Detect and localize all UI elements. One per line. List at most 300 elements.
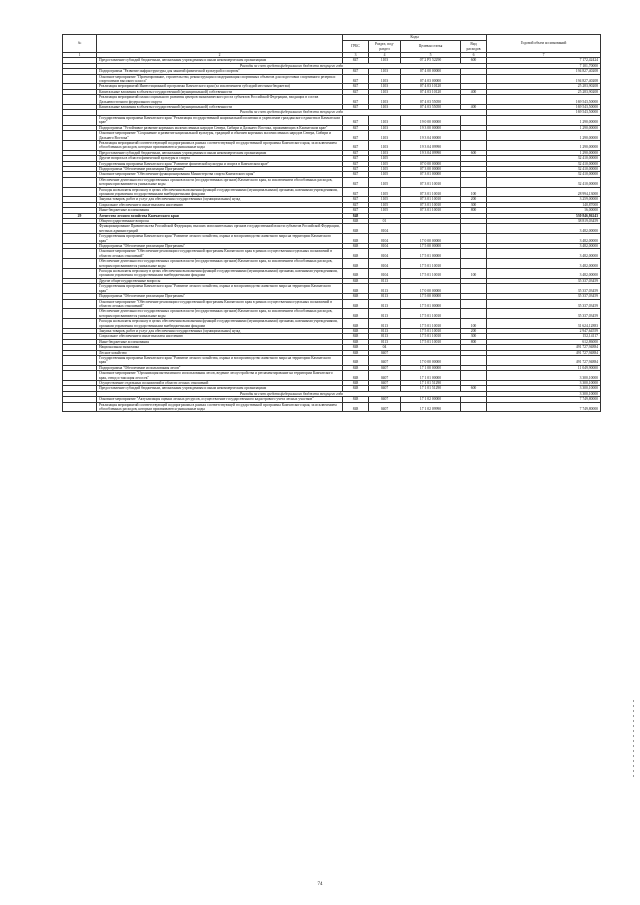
row-grbs-cell: 848	[343, 244, 369, 249]
header-annual: Годовой объем ассигнований	[487, 35, 601, 53]
row-section-cell: 0407	[369, 355, 401, 365]
row-type-cell	[461, 299, 487, 309]
row-target-cell: 07 4 03 55050	[401, 105, 461, 110]
header-index: 4	[369, 53, 401, 58]
table-row	[63, 187, 601, 197]
row-section-cell: 1105	[369, 177, 401, 187]
row-section-cell: 0104	[369, 269, 401, 279]
row-grbs-cell: 848	[343, 371, 369, 381]
row-sum-cell: 194 827,40208	[487, 69, 601, 74]
row-name-cell: Осуществление отдельных полномочий в области лесных отношений	[97, 381, 343, 386]
row-section-cell: 0407	[369, 365, 401, 370]
row-grbs-cell: 847	[343, 161, 369, 166]
row-number-cell: 29	[63, 213, 97, 218]
row-name-cell: Государственная программа Камчатского края "Развитие физической культуры и спорта в Камчатском крае"	[97, 161, 343, 166]
row-number-cell	[63, 284, 97, 294]
row-type-cell	[461, 74, 487, 84]
row-section-cell: 0407	[369, 397, 401, 402]
row-target-cell: 19 3 04 09990	[401, 140, 461, 150]
row-grbs-cell: 847	[343, 105, 369, 110]
row-type-cell: 800	[461, 208, 487, 213]
row-target-cell: 19 0 00 00000	[401, 115, 461, 125]
row-sum-cell: 28 994,13000	[487, 187, 601, 197]
row-name-cell: Расходы на выплаты персоналу в целях обеспечения выполнения функций государственными (муниципальными) органами, казенными учреждениями, органами управления государственными внебюджетными фондами	[97, 187, 343, 197]
table-row	[63, 140, 601, 150]
row-section-cell: 1103	[369, 115, 401, 125]
header-name	[97, 35, 343, 53]
row-number-cell	[63, 131, 97, 141]
row-target-cell: 19 3 04 00000	[401, 131, 461, 141]
row-type-cell	[461, 95, 487, 105]
row-grbs-cell: 848	[343, 345, 369, 350]
row-type-cell	[461, 224, 487, 234]
row-sum-cell: 3 300,10000	[487, 381, 601, 386]
row-name-cell: Обеспечение деятельности государственных органов власти (государственных органов) Камчатского края, за исключением обособленных расходов, которым присваиваются уникальные коды	[97, 309, 343, 319]
row-sum-cell: 169 543,50000	[487, 95, 601, 105]
row-target-cell: 17 5 01 10010	[401, 339, 461, 344]
row-number-cell	[63, 249, 97, 259]
row-name-cell: Подпрограмма "Развитие инфраструктуры для занятий физической культурой и спортом"	[97, 69, 343, 74]
row-name-cell: Обеспечение деятельности государственных органов власти (государственных органов) Камчатского края, за исключением обособленных расходов, которым присваиваются уникальные коды	[97, 259, 343, 269]
row-section-cell: 0113	[369, 339, 401, 344]
row-grbs-cell: 847	[343, 202, 369, 207]
row-sum-cell: 35 337,03459	[487, 278, 601, 283]
table-row	[63, 115, 601, 125]
row-section-cell: 0104	[369, 259, 401, 269]
header-index: 3	[343, 53, 369, 58]
row-sum-cell: 3 482,00000	[487, 234, 601, 244]
table-row	[63, 234, 601, 244]
row-sum-cell: 31 624,12883	[487, 319, 601, 329]
row-grbs-cell: 847	[343, 177, 369, 187]
row-target-cell: 07 4 03 55050	[401, 95, 461, 105]
row-type-cell	[461, 115, 487, 125]
row-note-cell: Расходы за счет средств федерального бюджета текущего года	[97, 391, 487, 396]
row-name-cell: Основное мероприятие "Обеспечение реализации государственной программы Камчатского края в рамках осуществления отдельных полномочий в области лесных отношений"	[97, 299, 343, 309]
row-grbs-cell: 847	[343, 140, 369, 150]
row-name-cell: Другие вопросы в области физической культуры и спорта	[97, 156, 343, 161]
row-grbs-cell: 847	[343, 125, 369, 130]
table-row	[63, 95, 601, 105]
row-sum-cell: 3 482,00000	[487, 224, 601, 234]
row-sum-cell: 16,00000	[487, 208, 601, 213]
row-grbs-cell: 848	[343, 381, 369, 386]
row-grbs-cell: 848	[343, 259, 369, 269]
row-grbs-cell: 847	[343, 58, 369, 63]
row-grbs-cell: 848	[343, 224, 369, 234]
row-name-cell: Реализация мероприятий плана социального развития центров экономического роста субъектов Российской Федерации, входящих в состав Дальневосточного федерального округа	[97, 95, 343, 105]
row-section-cell: 0407	[369, 350, 401, 355]
row-number-cell	[63, 224, 97, 234]
row-sum-cell: 7 749,80000	[487, 397, 601, 402]
row-name-cell: Национальная экономика	[97, 345, 343, 350]
row-sum-cell: 32 410,00000	[487, 161, 601, 166]
row-grbs-cell: 848	[343, 355, 369, 365]
row-name-cell: Предоставление субсидий бюджетным, автономным учреждениям и иным некоммерческим организациям	[97, 386, 343, 391]
row-name-cell: Основное мероприятие "Организация интенсивного использования лесов, ведение лесоустройства и регламентирование на территории Камчатского края, отвод и таксация лесосек"	[97, 371, 343, 381]
row-sum-cell: 11 049,90000	[487, 365, 601, 370]
row-name-cell: Функционирование Правительства Российской Федерации, высших исполнительных органов государственной власти субъектов Российской Федерации, местных администраций	[97, 224, 343, 234]
row-grbs-cell: 847	[343, 74, 369, 84]
table-row	[63, 131, 601, 141]
row-target-cell: 17 5 01 10010	[401, 259, 461, 269]
header-index: 5	[401, 53, 461, 58]
row-grbs-cell: 848	[343, 213, 369, 218]
row-name-cell: Агентство лесного хозяйства Камчатского края	[97, 213, 343, 218]
row-grbs-cell: 848	[343, 402, 369, 412]
row-grbs-cell: 848	[343, 339, 369, 344]
row-sum-cell: 152,14117	[487, 334, 601, 339]
row-section-cell: 1103	[369, 69, 401, 74]
row-target-cell: 17 0 00 00000	[401, 234, 461, 244]
row-type-cell: 600	[461, 150, 487, 155]
row-sum-cell: 35 337,03459	[487, 284, 601, 294]
row-name-cell: Основное мероприятие "Актуализация оценки лесных ресурсов, осуществление государственного кадастрового учета лесных участков"	[97, 397, 343, 402]
row-number-cell	[63, 234, 97, 244]
row-section-cell: 1105	[369, 208, 401, 213]
row-grbs-cell: 847	[343, 166, 369, 171]
row-target-cell: 07 3 01 10010	[401, 197, 461, 202]
row-section-cell: 0113	[369, 294, 401, 299]
row-grbs-cell: 848	[343, 397, 369, 402]
row-sum-cell: 1 290,00000	[487, 150, 601, 155]
row-section-cell: 1105	[369, 202, 401, 207]
row-type-cell: 600	[461, 386, 487, 391]
table-row	[63, 177, 601, 187]
header-codes: Коды	[343, 35, 487, 41]
row-sum-cell: 32 410,00000	[487, 156, 601, 161]
row-number-cell	[63, 299, 97, 309]
row-type-cell: 200	[461, 328, 487, 333]
row-name-cell: Подпрограмма "Обеспечение реализации Программы"	[97, 244, 343, 249]
row-sum-cell: 25 283,90208	[487, 89, 601, 94]
row-name-cell: Капитальные вложения в объекты государственной (муниципальной) собственности	[97, 105, 343, 110]
row-number-cell	[63, 402, 97, 412]
row-sum-cell: 2 947,64559	[487, 328, 601, 333]
row-number-cell	[63, 177, 97, 187]
header-index: 1	[63, 53, 97, 58]
row-grbs-cell: 847	[343, 115, 369, 125]
header-grbs: ГРБС	[343, 41, 369, 53]
row-sum-cell: 194 827,40208	[487, 74, 601, 84]
row-target-cell: 07 4 03 10120	[401, 84, 461, 89]
row-number-cell	[63, 309, 97, 319]
row-sum-cell: 3 482,00000	[487, 269, 601, 279]
row-name-cell: Другие общегосударственные вопросы	[97, 278, 343, 283]
row-name-cell: Подпрограмма "Обеспечение реализации Программы"	[97, 294, 343, 299]
row-section-cell: 1103	[369, 131, 401, 141]
row-target-cell: 07 3 01 10010	[401, 187, 461, 197]
row-type-cell	[461, 131, 487, 141]
row-type-cell	[461, 402, 487, 412]
row-number-cell	[63, 371, 97, 381]
row-section-cell: 0407	[369, 381, 401, 386]
row-section-cell: 0407	[369, 402, 401, 412]
row-sum-cell: 3 482,00000	[487, 259, 601, 269]
table-row	[63, 269, 601, 279]
row-grbs-cell: 847	[343, 172, 369, 177]
row-name-cell: Реализация мероприятий Инвестиционной программы Камчатского края (за исключением субсидий местным бюджетам)	[97, 84, 343, 89]
row-number-cell	[63, 95, 97, 105]
row-sum-cell: 3 300,10000	[487, 391, 601, 396]
row-target-cell: 17 5 01 10010	[401, 334, 461, 339]
row-type-cell	[461, 234, 487, 244]
row-name-cell: Государственная программа Камчатского края "Развитие лесного хозяйства, охрана и воспроизводство животного мира на территории Камчатского края"	[97, 284, 343, 294]
row-section-cell: 1103	[369, 95, 401, 105]
row-target-cell: 17 1 01 00000	[401, 371, 461, 381]
row-target-cell: 17 5 01 10010	[401, 309, 461, 319]
row-sum-cell: 1 290,00000	[487, 115, 601, 125]
row-section-cell: 1103	[369, 140, 401, 150]
row-sum-cell: 7 749,80000	[487, 402, 601, 412]
row-sum-cell: 3 300,10000	[487, 386, 601, 391]
row-sum-cell: 491 727,94884	[487, 350, 601, 355]
row-note-cell: Расходы за счет средств федерального бюджета текущего года	[97, 110, 487, 115]
row-section-cell: 1103	[369, 105, 401, 110]
row-grbs-cell: 848	[343, 386, 369, 391]
row-name-cell: Закупка товаров, работ и услуг для обеспечения государственных (муниципальных) нужд	[97, 197, 343, 202]
row-target-cell: 17 5 00 00000	[401, 244, 461, 249]
row-number-cell	[63, 140, 97, 150]
row-section-cell: 0113	[369, 319, 401, 329]
row-grbs-cell: 847	[343, 197, 369, 202]
row-section-cell: 0113	[369, 334, 401, 339]
row-name-cell: Расходы на выплаты персоналу в целях обеспечения выполнения функций государственными (муниципальными) органами, казенными учреждениями, органами управления государственными внебюджетными фондами	[97, 319, 343, 329]
row-number-cell	[63, 259, 97, 269]
row-sum-cell: 3 482,00000	[487, 244, 601, 249]
row-sum-cell: 7 172,42424	[487, 58, 601, 63]
row-note-cell: Расходы за счет средств федерального бюджета текущего года	[97, 63, 487, 68]
row-name-cell: Реализация мероприятий соответствующей подпрограммы в рамках соответствующей государственной программы Камчатского края, за исключением обособленных расходов, которым присваиваются уникальные коды	[97, 402, 343, 412]
row-grbs-cell: 848	[343, 219, 369, 224]
row-sum-cell: 3 259,00000	[487, 197, 601, 202]
row-target-cell: 07 0 00 00000	[401, 161, 461, 166]
row-sum-cell: 32 410,00000	[487, 177, 601, 187]
row-section-cell: 1105	[369, 172, 401, 177]
row-type-cell	[461, 177, 487, 187]
row-number-cell	[63, 319, 97, 329]
row-section-cell: 1103	[369, 74, 401, 84]
row-name-cell: Подпрограмма "Устойчивое развитие коренных малочисленных народов Севера, Сибири и Дальнего Востока, проживающих в Камчатском крае"	[97, 125, 343, 130]
row-grbs-cell: 848	[343, 299, 369, 309]
header-index: 7	[487, 53, 601, 58]
row-sum-cell: 169 543,50000	[487, 110, 601, 115]
row-sum-cell: 140,87000	[487, 202, 601, 207]
row-name-cell: Предоставление субсидий бюджетным, автономным учреждениям и иным некоммерческим организациям	[97, 150, 343, 155]
row-section-cell: 0104	[369, 244, 401, 249]
row-grbs-cell: 847	[343, 150, 369, 155]
row-type-cell: 800	[461, 339, 487, 344]
row-section-cell: 0113	[369, 278, 401, 283]
row-section-cell: 0113	[369, 284, 401, 294]
row-name-cell: Реализация мероприятий соответствующей подпрограммы в рамках соответствующей государственной программы Камчатского края, за исключением обособленных расходов, которым присваиваются уникальные коды	[97, 140, 343, 150]
row-target-cell: 19 3 04 09990	[401, 150, 461, 155]
row-sum-cell: 38 819,03459	[487, 219, 601, 224]
row-target-cell: 07 3 01 10010	[401, 177, 461, 187]
row-sum-cell: 7 101,70000	[487, 63, 601, 68]
row-type-cell	[461, 371, 487, 381]
row-name-cell: Лесное хозяйство	[97, 350, 343, 355]
row-number-cell	[63, 269, 97, 279]
row-section-cell: 1103	[369, 150, 401, 155]
row-section-cell: 1105	[369, 161, 401, 166]
row-sum-cell: 3 482,00000	[487, 249, 601, 259]
row-name-cell: Социальное обеспечение и иные выплаты населению	[97, 202, 343, 207]
row-section-cell: 04	[369, 345, 401, 350]
row-grbs-cell: 848	[343, 269, 369, 279]
row-target-cell: 07 3 01 00000	[401, 172, 461, 177]
row-sum-cell: 1 290,00000	[487, 140, 601, 150]
table-row	[63, 309, 601, 319]
row-section-cell: 0104	[369, 224, 401, 234]
row-number-cell	[63, 115, 97, 125]
table-row	[63, 371, 601, 381]
table-row	[63, 299, 601, 309]
row-target-cell: 07 4 00 00000	[401, 69, 461, 74]
row-type-cell: 600	[461, 58, 487, 63]
row-grbs-cell: 848	[343, 294, 369, 299]
row-target-cell: 07 3 01 10010	[401, 208, 461, 213]
row-sum-cell: 35 337,03459	[487, 309, 601, 319]
row-target-cell: 17 1 00 00000	[401, 365, 461, 370]
row-name-cell: Государственная программа Камчатского края "Развитие лесного хозяйства, охрана и воспроизводство животного мира на территории Камчатского края"	[97, 234, 343, 244]
row-target-cell: 17 5 01 10010	[401, 319, 461, 329]
row-type-cell: 300	[461, 334, 487, 339]
row-grbs-cell: 848	[343, 249, 369, 259]
row-target-cell: 07 4 03 00000	[401, 74, 461, 84]
row-name-cell: Капитальные вложения в объекты государственной (муниципальной) собственности	[97, 89, 343, 94]
row-name-cell: Подпрограмма "Обеспечение реализации Программы"	[97, 166, 343, 171]
row-grbs-cell: 848	[343, 234, 369, 244]
table-row	[63, 284, 601, 294]
header-index: 6	[461, 53, 487, 58]
row-name-cell: Иные бюджетные ассигнования	[97, 208, 343, 213]
row-section-cell: 1103	[369, 58, 401, 63]
row-section-cell: 1103	[369, 84, 401, 89]
row-type-cell: 100	[461, 269, 487, 279]
row-name-cell: Общегосударственные вопросы	[97, 219, 343, 224]
header-index: 2	[97, 53, 343, 58]
row-type-cell	[461, 355, 487, 365]
table-header	[63, 35, 601, 58]
header-section: Раздел, под-раздел	[369, 41, 401, 53]
row-grbs-cell: 847	[343, 89, 369, 94]
row-name-cell: Обеспечение деятельности государственных органов власти (государственных органов) Камчатского края, за исключением обособленных расходов, которым присваиваются уникальные коды	[97, 177, 343, 187]
row-sum-cell: 32 410,00000	[487, 166, 601, 171]
row-type-cell: 200	[461, 197, 487, 202]
row-target-cell: 07 4 03 10120	[401, 89, 461, 94]
header-target: Целевая статья	[401, 41, 461, 53]
table-row	[63, 355, 601, 365]
row-grbs-cell: 848	[343, 350, 369, 355]
table-row	[63, 224, 601, 234]
row-type-cell	[461, 259, 487, 269]
row-section-cell: 0113	[369, 328, 401, 333]
row-grbs-cell: 847	[343, 84, 369, 89]
row-name-cell: Основное мероприятие "Обеспечение реализации государственной программы Камчатского края в рамках осуществления отдельных полномочий в области лесных отношений"	[97, 249, 343, 259]
row-target-cell	[401, 224, 461, 234]
row-target-cell: 17 1 01 51290	[401, 386, 461, 391]
row-name-cell: Предоставление субсидий бюджетным, автономным учреждениям и иным некоммерческим организациям	[97, 58, 343, 63]
row-grbs-cell: 847	[343, 208, 369, 213]
row-target-cell: 19 3 00 00000	[401, 125, 461, 130]
table-row	[63, 259, 601, 269]
row-name-cell: Основное мероприятие "Проектирование, строительство, реконструкция и модернизация спортивных объектов для подготовки спортивного резерва и спортсменов высокого класса"	[97, 74, 343, 84]
row-type-cell: 400	[461, 89, 487, 94]
row-target-cell: 17 5 01 00000	[401, 299, 461, 309]
row-section-cell: 0104	[369, 249, 401, 259]
row-sum-cell: 25 283,90208	[487, 84, 601, 89]
page-number: 74	[317, 882, 323, 887]
row-target-cell: 07 3 00 00000	[401, 166, 461, 171]
row-sum-cell: 35 337,03459	[487, 294, 601, 299]
row-section-cell: 0407	[369, 371, 401, 381]
scan-edge-mark	[633, 700, 634, 780]
row-sum-cell: 491 727,94884	[487, 355, 601, 365]
row-type-cell: 300	[461, 202, 487, 207]
row-sum-cell: 1 290,00000	[487, 125, 601, 130]
budget-table	[62, 34, 601, 412]
row-grbs-cell: 848	[343, 309, 369, 319]
row-target-cell: 17 1 02 09990	[401, 402, 461, 412]
row-target-cell: 17 0 00 00000	[401, 355, 461, 365]
row-grbs-cell: 848	[343, 319, 369, 329]
row-target-cell: 07 3 01 10010	[401, 202, 461, 207]
row-target-cell: 17 1 02 00000	[401, 397, 461, 402]
row-grbs-cell: 847	[343, 187, 369, 197]
row-grbs-cell: 848	[343, 278, 369, 283]
row-type-cell: 100	[461, 319, 487, 329]
row-name-cell: Иные бюджетные ассигнования	[97, 339, 343, 344]
row-section-cell: 1105	[369, 187, 401, 197]
row-type-cell	[461, 249, 487, 259]
row-type-cell	[461, 284, 487, 294]
table-row	[63, 74, 601, 84]
row-target-cell: 17 5 01 10010	[401, 269, 461, 279]
row-sum-cell: 35 337,03459	[487, 299, 601, 309]
row-section-cell: 01	[369, 219, 401, 224]
row-name-cell: Социальное обеспечение и иные выплаты населению	[97, 334, 343, 339]
row-name-cell: Основное мероприятие "Обеспечение функционирования Министерства спорта Камчатского края"	[97, 172, 343, 177]
row-section-cell: 1105	[369, 197, 401, 202]
row-grbs-cell: 848	[343, 334, 369, 339]
row-number-cell	[63, 74, 97, 84]
row-section-cell: 0113	[369, 299, 401, 309]
row-target-cell: 17 5 01 00000	[401, 249, 461, 259]
row-target-cell: 17 0 00 00000	[401, 284, 461, 294]
row-section-cell: 1103	[369, 89, 401, 94]
row-sum-cell: 32 410,00000	[487, 172, 601, 177]
row-section-cell: 0113	[369, 309, 401, 319]
row-sum-cell: 491 727,94884	[487, 345, 601, 350]
row-name-cell: Подпрограмма "Обеспечение использования лесов"	[97, 365, 343, 370]
row-grbs-cell: 848	[343, 328, 369, 333]
row-sum-cell: 169 543,50000	[487, 105, 601, 110]
table-row	[63, 402, 601, 412]
row-target-cell: 17 1 01 51290	[401, 381, 461, 386]
row-grbs-cell: 847	[343, 69, 369, 74]
table-body	[63, 58, 601, 412]
row-target-cell: 17 5 00 00000	[401, 294, 461, 299]
row-grbs-cell: 848	[343, 365, 369, 370]
row-name-cell: Основное мероприятие "Сохранение и развитие национальной культуры, традиций и обычаев коренных малочисленных народов Севера, Сибири и Дальнего Востока"	[97, 131, 343, 141]
row-type-cell	[461, 140, 487, 150]
row-section-cell: 1105	[369, 166, 401, 171]
row-name-cell: Государственная программа Камчатского края "Развитие лесного хозяйства, охрана и воспроизводство животного мира на территории Камчатского края"	[97, 355, 343, 365]
row-section-cell: 1105	[369, 156, 401, 161]
row-section-cell: 1103	[369, 125, 401, 130]
row-sum-cell: 612,86000	[487, 339, 601, 344]
